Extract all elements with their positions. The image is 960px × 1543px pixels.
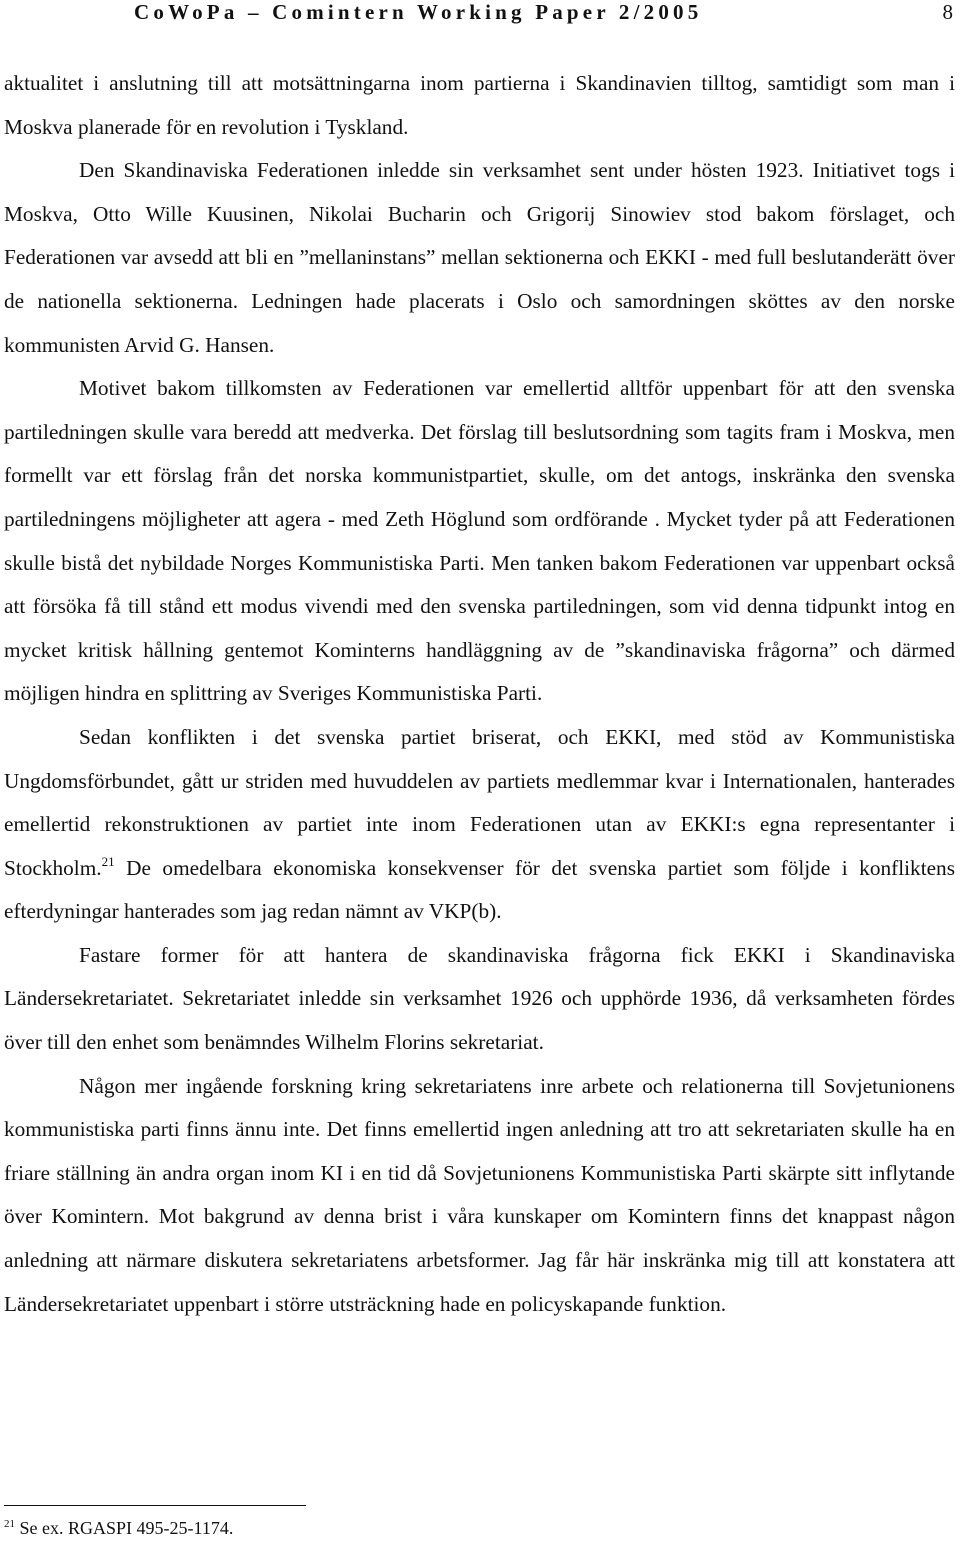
page-number: 8: [942, 0, 953, 24]
footnote-divider: [4, 1505, 306, 1506]
footnote-number: 21: [4, 1518, 15, 1530]
paragraph-4: [4, 716, 955, 934]
footnote-reference[interactable]: 21: [101, 853, 115, 869]
page-header: [0, 0, 960, 26]
paragraph-5: Fastare former för att hantera de skandinaviska frågorna fick EKKI i Skandinaviska Ländersekretariatet. Sekretariatet inledde sin verksamhet 1926 och upphörde 1936, då verksamheten fördes över till den enhet som benämndes Wilhelm Florins sekretariat.: [4, 942, 955, 1055]
paragraph-1: aktualitet i anslutning till att motsättningarna inom partierna i Skandinavien tilltog, samtidigt som man i Moskva planerade för en revolution i Tyskland.: [4, 71, 955, 139]
paragraph-4-text-b: De omedelbara ekonomiska konsekvenser för det svenska partiet som följde i konfliktens efterdyningar hanterades som jag redan nämnt av VKP(b).: [4, 855, 955, 924]
running-header-title: CoWoPa – Comintern Working Paper 2/2005: [134, 0, 703, 24]
paragraph-4-text-a: Sedan konflikten i det svenska partiet briserat, och EKKI, med stöd av Kommunistiska Ungdomsförbundet, gått ur striden med huvuddelen av partiets medlemmar kvar i Internationalen, hanterades emellertid rekonstruktionen av partiet inte inom Federationen utan av EKKI:s egna representanter i Stockholm.: [4, 724, 955, 880]
footnote-text: Se ex. RGASPI 495-25-1174.: [15, 1518, 234, 1538]
body-text: [4, 62, 955, 1326]
paragraph-6: Någon mer ingående forskning kring sekretariatens inre arbete och relationerna till Sovjetunionens kommunistiska parti finns ännu inte. Det finns emellertid ingen anledning att tro att sekretariaten skulle ha en friare ställning än andra organ inom KI i en tid då Sovjetunionens Kommunistiska Parti skärpte sitt inflytande över Komintern. Mot bakgrund av denna brist i våra kunskaper om Komintern finns det knappast någon anledning att närmare diskutera sekretariatens arbetsformer. Jag får här inskränka mig till att konstatera att Ländersekretariatet uppenbart i större utsträckning hade en policyskapande funktion.: [4, 1073, 955, 1316]
paragraph-3: Motivet bakom tillkomsten av Federationen var emellertid alltför uppenbart för att den svenska partiledningen skulle vara beredd att medverka. Det förslag till beslutsordning som tagits fram i Moskva, men formellt var ett förslag från det norska kommunistpartiet, skulle, om det antogs, inskränka den svenska partiledningens möjligheter att agera - med Zeth Höglund som ordförande . Mycket tyder på att Federationen skulle bistå det nybildade Norges Kommunistiska Parti. Men tanken bakom Federationen var uppenbart också att försöka få till stånd ett modus vivendi med den svenska partiledningen, som vid denna tidpunkt intog en mycket kritisk hållning gentemot Kominterns handläggning av de ”skandinaviska frågorna” och därmed möjligen hindra en splittring av Sveriges Kommunistiska Parti.: [4, 376, 955, 706]
paragraph-2: Den Skandinaviska Federationen inledde sin verksamhet sent under hösten 1923. Initiativet togs i Moskva, Otto Wille Kuusinen, Nikolai Bucharin och Grigorij Sinowiev stod bakom förslaget, och Federationen var avsedd att bli en ”mellaninstans” mellan sektionerna och EKKI - med full beslutanderätt över de nationella sektionerna. Ledningen hade placerats i Oslo och samordningen sköttes av den norske kommunisten Arvid G. Hansen.: [4, 158, 955, 357]
footnote: [4, 1518, 233, 1539]
